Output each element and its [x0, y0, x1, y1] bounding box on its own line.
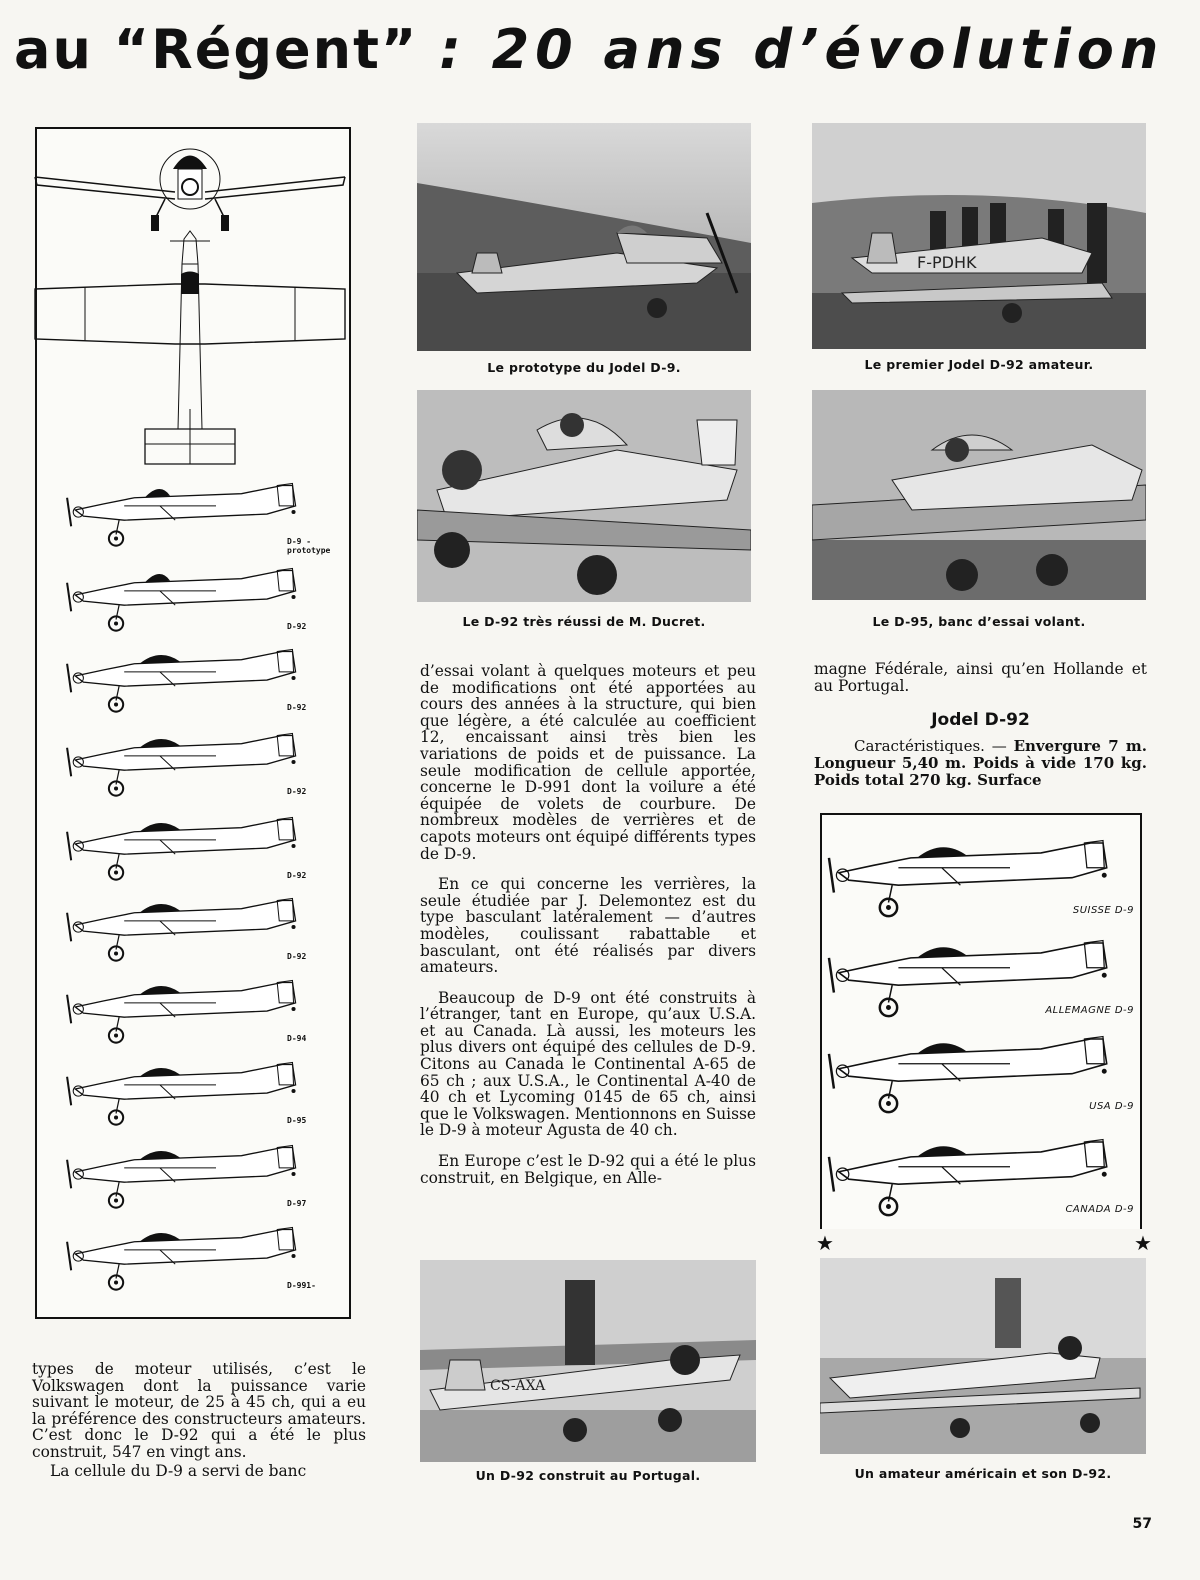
country-label: SUISSE D-9 — [1072, 905, 1134, 916]
mid-paragraph-3: Beaucoup de D-9 ont été construits à l’étranger, tant en Europe, qu’aux U.S.A. et au Canada. Là aussi, les moteurs les plus divers ont équipé des cellules de D-9. Citons au Canada le Continental A-65 de 65 ch ; aux U.S.A., le Continental A-40 de 40 ch et Lycoming 0145 de 65 ch, ainsi que le Volkswagen. Mentionnons en Suisse le D-9 à moteur Agusta de 40 ch. — [420, 988, 756, 1140]
specs-values: Envergure 7 m. Longueur 5,40 m. Poids à vide 170 kg. Poids total 270 kg. Surface — [814, 737, 1147, 789]
specs-lead: Caractéristiques. — — [854, 737, 1007, 755]
caption-d95-test-bed: Le D-95, banc d’essai volant. — [872, 614, 1086, 629]
left-paragraph-1: types de moteur utilisés, c’est le Volkswagen dont la puissance varie suivant le moteur, de 25 à 45 ch, qui a eu la préférence des constructeurs amateurs. C’est donc le D-92 qui a été le plus construit, 547 en vingt ans. — [32, 1360, 366, 1461]
country-label: ALLEMAGNE D-9 — [1045, 1005, 1134, 1016]
aircraft-profile-label: D-991- — [287, 1281, 316, 1290]
country-label: USA D-9 — [1089, 1101, 1134, 1112]
star-ornament-right: ★ — [1134, 1231, 1152, 1255]
caption-american-amateur-d92: Un amateur américain et son D-92. — [854, 1466, 1112, 1481]
photo-d9-prototype — [417, 123, 751, 351]
mid-paragraph-4: En Europe c’est le D-92 qui a été le plus construit, en Belgique, en Alle- — [420, 1152, 756, 1187]
aircraft-profile-drawing — [63, 641, 318, 713]
page-headline — [14, 18, 1194, 108]
aircraft-profile-label: D-95 — [287, 1116, 307, 1125]
aircraft-profile-drawing — [63, 475, 318, 547]
caption-d9-prototype: Le prototype du Jodel D-9. — [487, 360, 681, 375]
page-number: 57 — [1132, 1516, 1152, 1532]
star-ornament-left: ★ — [816, 1231, 834, 1255]
aircraft-profile-label: D-92 — [287, 622, 307, 631]
photo-d95-test-bed — [812, 390, 1146, 600]
caption-d92-ducret: Le D-92 très réussi de M. Ducret. — [462, 614, 706, 629]
aircraft-profile-label: D-94 — [287, 1034, 307, 1043]
three-view-drawing-panel — [35, 127, 351, 1319]
photo-american-amateur-d92 — [820, 1258, 1146, 1454]
photo-d92-ducret — [417, 390, 751, 602]
aircraft-profile-label: D-92 — [287, 952, 307, 961]
headline-lead: au “Régent” — [14, 18, 419, 81]
plan-view-drawing — [25, 229, 355, 474]
aircraft-profile-label: D-92 — [287, 871, 307, 880]
country-aircraft-drawing — [824, 1025, 1134, 1115]
aircraft-profile-label: D-9 - prototype — [287, 537, 331, 555]
registration-f-pdhk: F-PDHK — [917, 253, 977, 272]
aircraft-profile-drawing — [63, 809, 318, 881]
aircraft-profile-drawing — [63, 1137, 318, 1209]
caption-d92-portugal: Un D-92 construit au Portugal. — [475, 1468, 701, 1483]
aircraft-profile-label: D-97 — [287, 1199, 307, 1208]
text-column-right — [814, 661, 1147, 708]
left-paragraph-2: La cellule du D-9 a servi de banc — [50, 1461, 307, 1480]
jodel-d92-specs — [814, 738, 1147, 789]
photo-first-d92-amateur — [812, 123, 1146, 349]
text-column-left — [32, 1361, 366, 1493]
aircraft-profile-drawing — [63, 972, 318, 1044]
mid-paragraph-2: En ce qui concerne les verrières, la seule étudiée par J. Delemontez est du type basculant latéralement — d’autres modèles, coulissant rabattable et basculant, ont été réalisés par divers amateurs. — [420, 875, 756, 977]
aircraft-profile-drawing — [63, 1054, 318, 1126]
text-column-middle — [420, 663, 756, 1200]
aircraft-profile-drawing — [63, 560, 318, 632]
aircraft-profile-drawing — [63, 725, 318, 797]
aircraft-profile-label: D-92 — [287, 787, 307, 796]
headline-rest: : 20 ans d’évolution — [439, 18, 1165, 81]
mid-paragraph-1: d’essai volant à quelques moteurs et peu de modifications ont été apportées au cours des années à la structure, qui bien que légère, a été calculée au coefficient 12, encaissant ainsi très bien les variations de poids et de puissance. La seule modification de cellule apportée, concerne le D-991 dont la voilure a été équipée de volets de courbure. De nombreux modèles de verrières et de capots moteurs ont équipé différents types de D-9. — [420, 662, 756, 863]
jodel-d92-subhead: Jodel D-92 — [931, 710, 1030, 730]
country-label: CANADA D-9 — [1065, 1204, 1134, 1215]
country-profiles-panel — [820, 813, 1142, 1229]
front-view-drawing — [25, 137, 355, 232]
aircraft-profile-label: D-92 — [287, 703, 307, 712]
aircraft-profile-drawing — [63, 890, 318, 962]
registration-cs-axa: CS-AXA — [490, 1378, 546, 1394]
right-paragraph-1: magne Fédérale, ainsi qu’en Hollande et au Portugal. — [814, 660, 1147, 695]
aircraft-profile-drawing — [63, 1219, 318, 1291]
photo-d92-portugal — [420, 1260, 756, 1462]
caption-first-d92-amateur: Le premier Jodel D-92 amateur. — [864, 357, 1094, 372]
